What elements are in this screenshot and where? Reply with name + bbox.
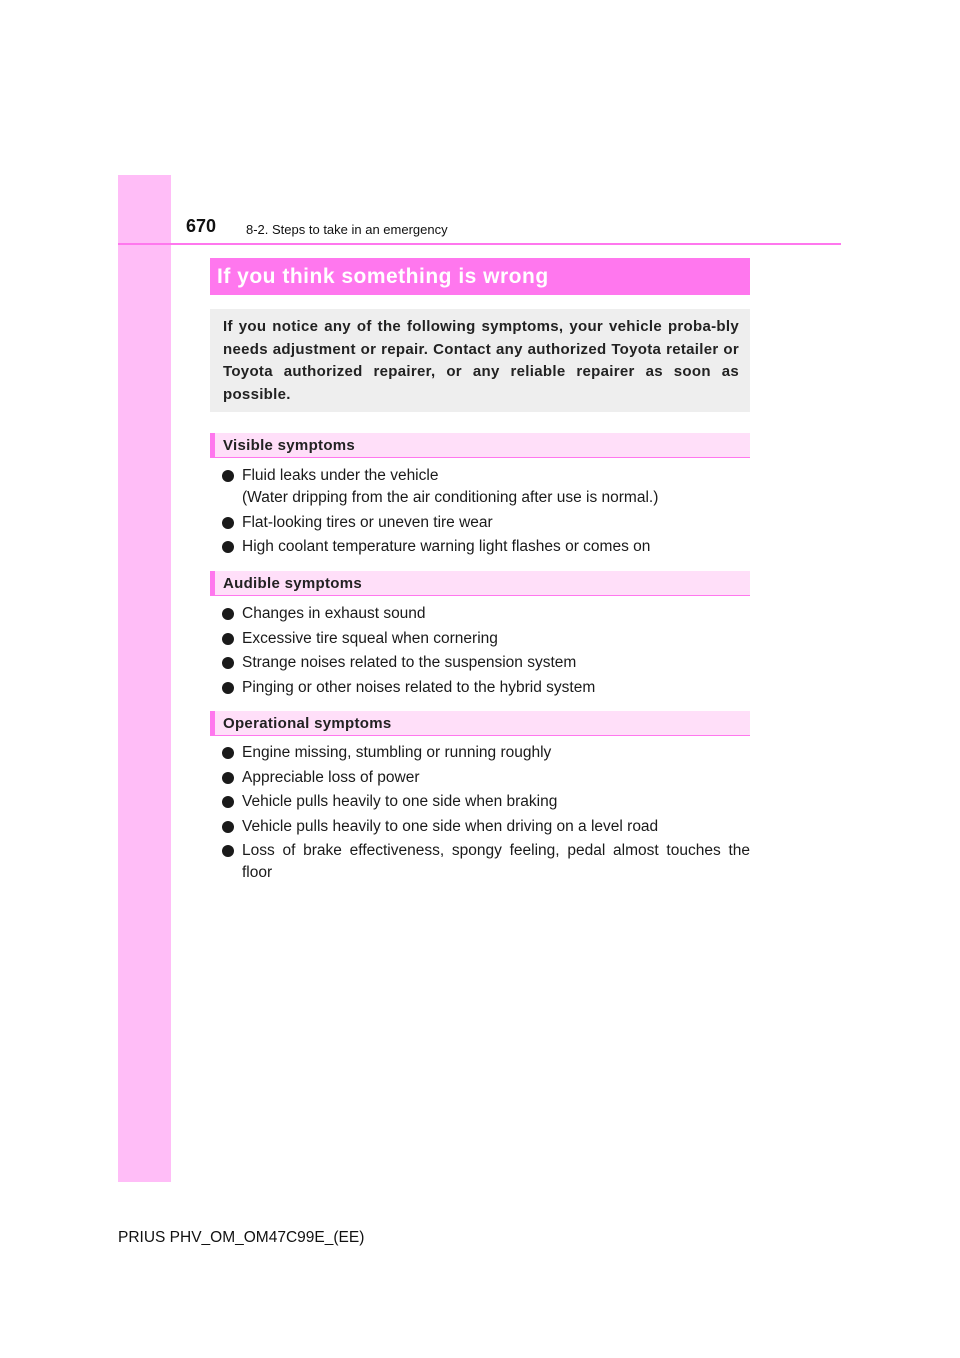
intro-text: If you notice any of the following symptoms, your vehicle proba-bly needs adjustment or repair. Contact any authorized Toyota retailer or Toyota authorized repairer, or any reliable repairer as soon as possible. — [223, 318, 739, 403]
page-number: 670 — [186, 216, 217, 236]
audible-symptoms-list — [222, 603, 750, 701]
list-item — [222, 603, 750, 625]
title-bar — [210, 258, 750, 295]
list-item — [222, 465, 750, 509]
list-item — [222, 840, 750, 884]
bullet-icon — [222, 747, 234, 759]
bullet-icon — [222, 541, 234, 553]
subhead-visible-symptoms — [210, 433, 750, 458]
operational-symptoms-list — [222, 742, 750, 887]
list-item — [222, 512, 750, 534]
list-item — [222, 816, 750, 838]
bullet-icon — [222, 772, 234, 784]
subhead-label: Visible symptoms — [223, 436, 356, 454]
bullet-icon — [222, 633, 234, 645]
list-item-text: High coolant temperature warning light flashes or comes on — [242, 538, 651, 555]
bullet-icon — [222, 845, 234, 857]
visible-symptoms-list — [222, 465, 750, 561]
bullet-icon — [222, 608, 234, 620]
list-item-text: Fluid leaks under the vehicle — [242, 467, 439, 484]
list-item-text: Appreciable loss of power — [242, 768, 420, 786]
list-item-text: Loss of brake effectiveness, spongy feeling, pedal almost touches the floor — [242, 842, 750, 881]
list-item — [222, 767, 750, 789]
list-item-text: Excessive tire squeal when cornering — [242, 629, 498, 647]
list-item — [222, 742, 750, 764]
list-item-note: (Water dripping from the air conditioning after use is normal.) — [242, 489, 659, 506]
header-rule — [118, 243, 841, 245]
page-title: If you think something is wrong — [217, 264, 549, 288]
subhead-label: Audible symptoms — [223, 574, 362, 592]
intro-box — [210, 309, 750, 412]
list-item-text: Changes in exhaust sound — [242, 605, 426, 622]
list-item — [222, 628, 750, 650]
bullet-icon — [222, 657, 234, 669]
list-item — [222, 652, 750, 674]
list-item-text: Engine missing, stumbling or running roughly — [242, 744, 552, 761]
section-reference: 8-2. Steps to take in an emergency — [246, 222, 448, 237]
subhead-operational-symptoms — [210, 711, 750, 736]
list-item-text: Flat-looking tires or uneven tire wear — [242, 513, 493, 531]
list-item — [222, 791, 750, 813]
bullet-icon — [222, 682, 234, 694]
document-code-footer: PRIUS PHV_OM_OM47C99E_(EE) — [118, 1229, 365, 1246]
bullet-icon — [222, 470, 234, 482]
list-item-text: Strange noises related to the suspension system — [242, 654, 577, 671]
list-item-text: Pinging or other noises related to the hybrid system — [242, 678, 596, 696]
bullet-icon — [222, 796, 234, 808]
list-item — [222, 677, 750, 699]
bullet-icon — [222, 821, 234, 833]
subhead-label: Operational symptoms — [223, 714, 392, 732]
bullet-icon — [222, 517, 234, 529]
subhead-audible-symptoms — [210, 571, 750, 596]
list-item-text: Vehicle pulls heavily to one side when braking — [242, 793, 558, 810]
side-tab — [118, 175, 171, 1182]
list-item — [222, 536, 750, 558]
list-item-text: Vehicle pulls heavily to one side when driving on a level road — [242, 817, 659, 835]
